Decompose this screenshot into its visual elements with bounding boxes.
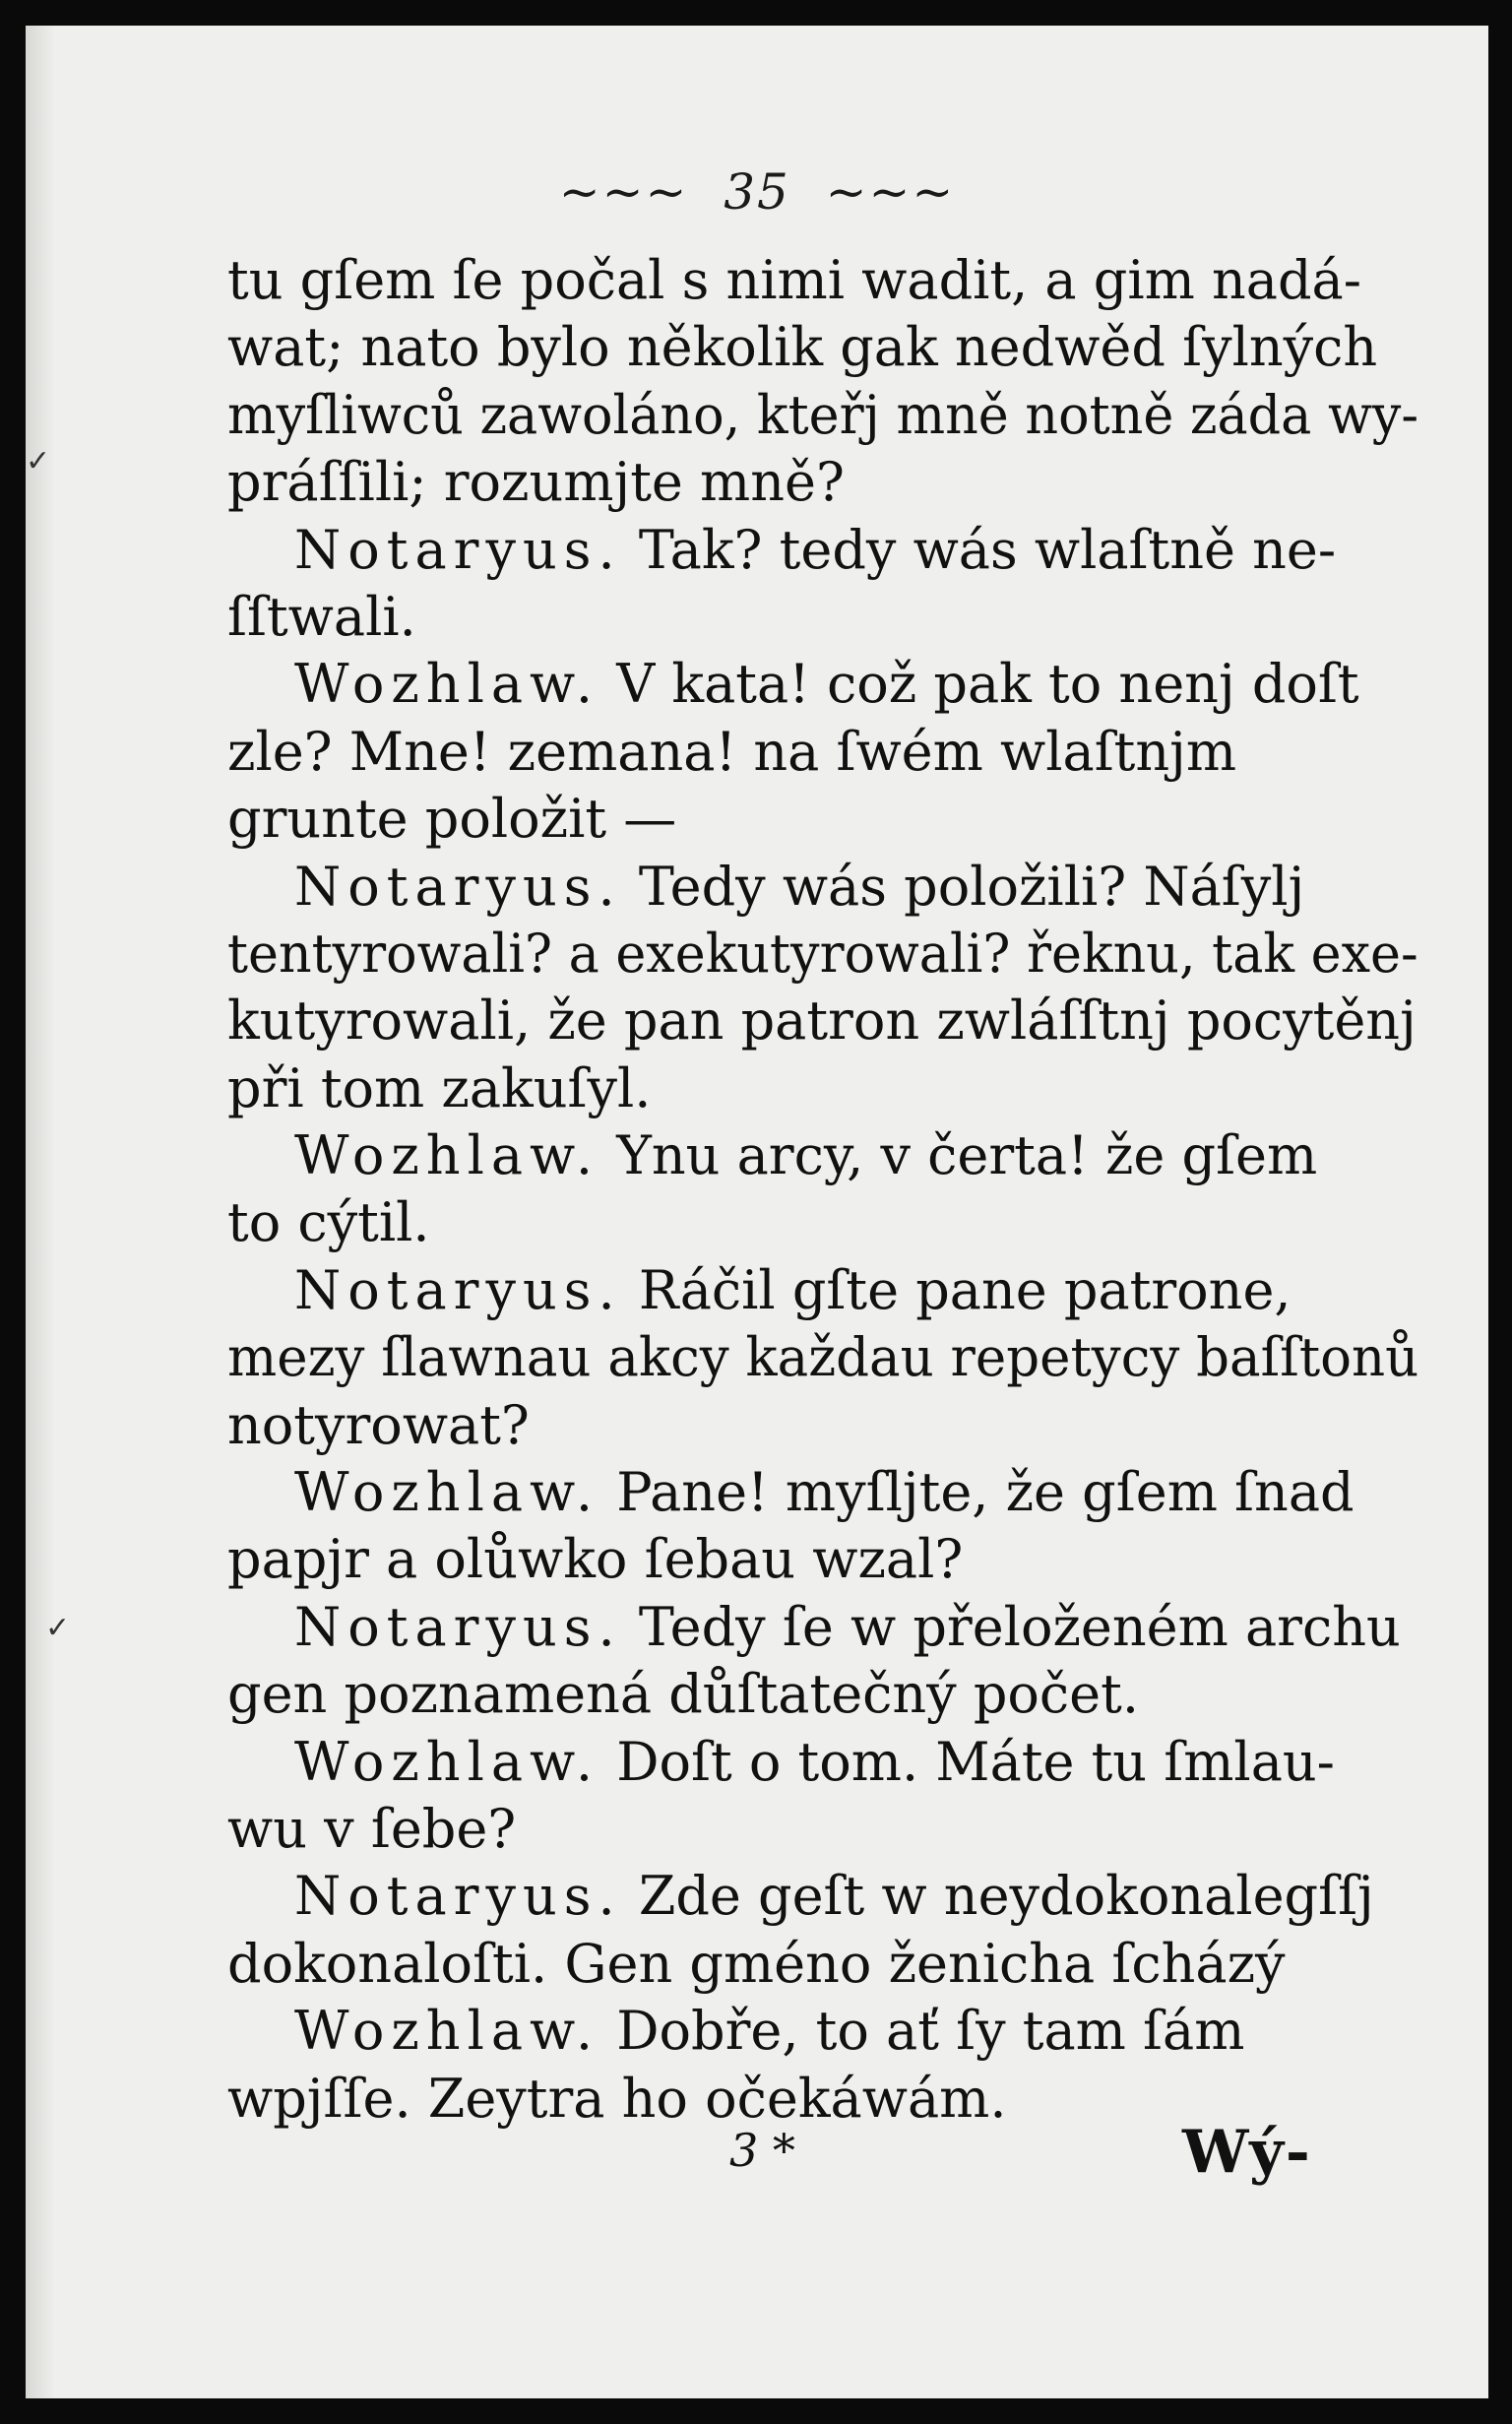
margin-mark: ✓ bbox=[45, 1611, 71, 1645]
text-line bbox=[227, 1526, 1418, 1593]
line-text: Tedy ſe w přeloženém archu bbox=[638, 1595, 1401, 1658]
text-line bbox=[227, 314, 1418, 381]
text-line bbox=[227, 1122, 1418, 1189]
ornament-right: ~~~ bbox=[825, 163, 956, 221]
line-text: Doſt o tom. Máte tu ſmlau- bbox=[616, 1730, 1335, 1793]
line-text: zle? Mne! zemana! na ſwém wlaſtnjm bbox=[227, 720, 1237, 783]
page-footer bbox=[26, 2118, 1488, 2187]
line-text: při tom zakuſyl. bbox=[227, 1056, 652, 1119]
text-line bbox=[227, 786, 1418, 853]
line-text: wpjſſe. Zeytra ho očekáwám. bbox=[227, 2067, 1007, 2130]
text-line bbox=[227, 1392, 1418, 1459]
text-line bbox=[227, 1594, 1418, 1661]
line-text: kutyrowali, že pan patron zwláſſtnj pocytěnj bbox=[227, 989, 1417, 1053]
text-line bbox=[227, 1324, 1419, 1391]
text-line bbox=[227, 1998, 1418, 2065]
line-text: Pane! myſljte, že gſem ſnad bbox=[616, 1461, 1354, 1524]
line-text: práſſili; rozumjte mně? bbox=[227, 451, 845, 514]
text-line bbox=[227, 854, 1418, 921]
line-text: gen poznamená důſtatečný počet. bbox=[227, 1663, 1139, 1726]
margin-mark: ✓ bbox=[26, 444, 51, 478]
line-text: tentyrowali? a exekutyrowali? řeknu, tak exe- bbox=[227, 922, 1418, 985]
line-text: Tedy wás položili? Náſylj bbox=[638, 855, 1305, 918]
line-text: Ynu arcy, v čerta! že gſem bbox=[616, 1124, 1318, 1187]
line-text: grunte položit — bbox=[227, 788, 677, 851]
signature-mark: 3 * bbox=[729, 2124, 795, 2177]
line-text: to cýtil. bbox=[227, 1191, 430, 1254]
line-text: ſſtwali. bbox=[227, 585, 416, 648]
book-page bbox=[26, 26, 1488, 2398]
text-line bbox=[227, 1796, 1418, 1863]
line-text: dokonaloſti. Gen gméno ženicha ſcházý bbox=[227, 1932, 1286, 1995]
line-text: Dobře, to ať ſy tam ſám bbox=[616, 2000, 1245, 2063]
text-line bbox=[227, 517, 1418, 584]
text-line bbox=[227, 1459, 1418, 1526]
text-line bbox=[227, 651, 1418, 718]
speaker-name: Notaryus. bbox=[294, 518, 622, 581]
text-line bbox=[227, 719, 1418, 786]
speaker-name: Notaryus. bbox=[294, 1258, 622, 1321]
text-line bbox=[227, 1189, 1418, 1256]
text-line bbox=[227, 1931, 1418, 1998]
text-line bbox=[227, 921, 1418, 988]
text-line bbox=[227, 1257, 1418, 1324]
line-text: wu v ſebe? bbox=[227, 1797, 517, 1860]
line-text: Tak? tedy wás wlaſtně ne- bbox=[638, 518, 1337, 581]
text-line bbox=[227, 247, 1418, 314]
text-line bbox=[227, 1661, 1418, 1728]
text-line bbox=[227, 449, 1418, 516]
speaker-name: Notaryus. bbox=[294, 855, 622, 918]
ornament-left: ~~~ bbox=[558, 163, 689, 221]
line-text: notyrowat? bbox=[227, 1393, 530, 1456]
line-text: myſliwců zawoláno, kteřj mně notně záda wy- bbox=[227, 383, 1419, 446]
speaker-name: Notaryus. bbox=[294, 1865, 622, 1928]
text-line bbox=[227, 584, 1418, 651]
speaker-name: Wozhlaw. bbox=[294, 1124, 600, 1187]
speaker-name: Wozhlaw. bbox=[294, 653, 600, 716]
page-number: 35 bbox=[724, 163, 790, 221]
page-edge-shadow bbox=[26, 26, 55, 2398]
speaker-name: Wozhlaw. bbox=[294, 1461, 600, 1524]
text-line bbox=[227, 988, 1418, 1054]
text-line bbox=[227, 1729, 1418, 1796]
speaker-name: Wozhlaw. bbox=[294, 1730, 600, 1793]
text-line bbox=[227, 382, 1419, 449]
text-line bbox=[227, 1863, 1418, 1930]
page-header bbox=[26, 163, 1488, 221]
line-text: V kata! což pak to nenj doſt bbox=[616, 653, 1359, 716]
body-text bbox=[227, 247, 1418, 2133]
line-text: Ráčil gſte pane patrone, bbox=[638, 1258, 1292, 1321]
line-text: Zde geſt w neydokonalegſſj bbox=[638, 1865, 1374, 1928]
line-text: wat; nato bylo několik gak nedwěd ſylných bbox=[227, 316, 1378, 379]
line-text: papjr a olůwko ſebau wzal? bbox=[227, 1528, 964, 1591]
catchword: Wý- bbox=[1182, 2118, 1312, 2187]
line-text: tu gſem ſe počal s nimi wadit, a gim nadá- bbox=[227, 249, 1361, 311]
speaker-name: Wozhlaw. bbox=[294, 2000, 600, 2063]
speaker-name: Notaryus. bbox=[294, 1595, 622, 1658]
line-text: mezy ſlawnau akcy každau repetycy baſſtonů bbox=[227, 1326, 1419, 1389]
text-line bbox=[227, 1055, 1418, 1122]
